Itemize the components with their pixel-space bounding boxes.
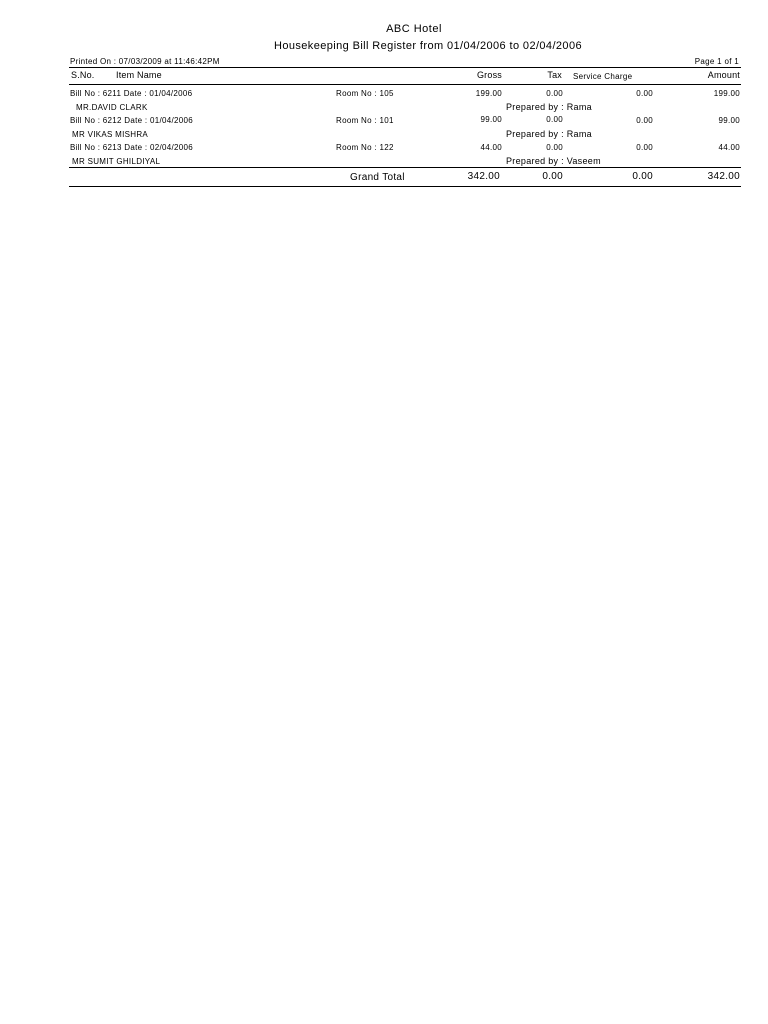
grand-total-service-charge: 0.00 (632, 171, 653, 182)
bill-amount: 99.00 (718, 116, 740, 125)
page-number: Page 1 of 1 (694, 57, 739, 66)
bill-guest-name: MR VIKAS MISHRA (72, 130, 149, 139)
grand-total-amount: 342.00 (707, 171, 740, 182)
bill-tax: 0.00 (546, 89, 563, 98)
bill-service-charge: 0.00 (636, 116, 653, 125)
bill-tax: 0.00 (546, 143, 563, 152)
printed-on: Printed On : 07/03/2009 at 11:46:42PM (70, 57, 220, 66)
bill-info: Bill No : 6212 Date : 01/04/2006 (70, 116, 194, 125)
bill-info: Bill No : 6213 Date : 02/04/2006 (70, 143, 194, 152)
bill-tax: 0.00 (546, 115, 563, 124)
bill-room: Room No : 105 (336, 89, 394, 98)
bill-service-charge: 0.00 (636, 89, 653, 98)
header-bottom-divider (69, 84, 741, 85)
bill-service-charge: 0.00 (636, 143, 653, 152)
grand-total-tax: 0.00 (542, 171, 563, 182)
hotel-name: ABC Hotel (386, 23, 442, 35)
totals-bottom-divider (69, 186, 741, 187)
bill-prepared-by: Prepared by : Rama (506, 129, 592, 139)
column-header-sno: S.No. (71, 70, 95, 80)
grand-total-gross: 342.00 (467, 171, 500, 182)
column-header-amount: Amount (707, 70, 740, 80)
report-title: Housekeeping Bill Register from 01/04/2006 to 02/04/2006 (274, 40, 582, 52)
bill-guest-name: MR SUMIT GHILDIYAL (72, 157, 161, 166)
grand-total-label: Grand Total (350, 172, 405, 183)
bill-amount: 199.00 (713, 89, 740, 98)
bill-prepared-by: Prepared by : Rama (506, 102, 592, 112)
bill-amount: 44.00 (718, 143, 740, 152)
bill-info: Bill No : 6211 Date : 01/04/2006 (70, 89, 193, 98)
column-header-tax: Tax (547, 70, 562, 80)
column-header-gross: Gross (476, 70, 502, 80)
header-top-divider (69, 67, 741, 68)
column-header-service-charge: Service Charge (573, 72, 633, 81)
bill-guest-name: MR.DAVID CLARK (76, 103, 148, 112)
bill-gross: 99.00 (480, 115, 502, 124)
bill-room: Room No : 122 (336, 143, 394, 152)
bill-gross: 44.00 (480, 143, 502, 152)
bill-gross: 199.00 (475, 89, 502, 98)
bill-prepared-by: Prepared by : Vaseem (506, 156, 601, 166)
bill-room: Room No : 101 (336, 116, 394, 125)
column-header-item-name: Item Name (116, 70, 162, 80)
totals-top-divider (69, 167, 741, 168)
